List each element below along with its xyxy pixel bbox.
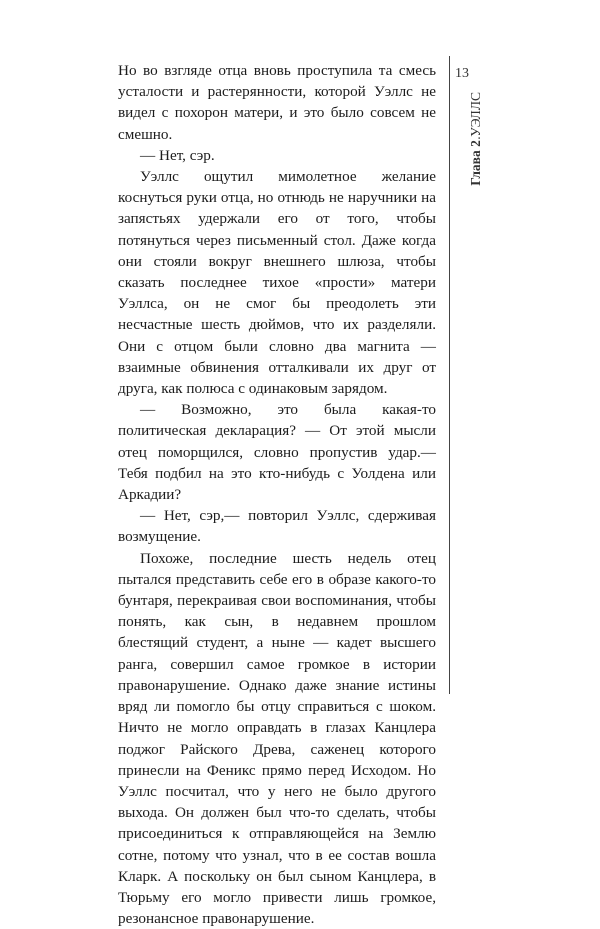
chapter-name: УЭЛЛС xyxy=(468,92,483,137)
margin-rule xyxy=(449,56,450,694)
page-number: 13 xyxy=(455,66,469,81)
running-head xyxy=(468,92,484,186)
paragraph: — Нет, сэр. xyxy=(140,146,215,164)
paragraph: — Возможно, это была какая-то политическая декларация? — От этой мысли отец поморщился, словно пропустив удар.— Тебя подбил на это кто-нибудь с Уолдена или Аркадии? xyxy=(118,401,436,504)
paragraph: Уэллс ощутил мимолетное желание коснуться руки отца, но отнюдь не наручники на запястьях удержали его от того, чтобы потянуться через письменный стол. Даже когда они стояли вокруг внешнего шлюза, чтобы сказать последнее тихое «прости» матери Уэллса, он не смог бы преодолеть эти несчастные шесть дюймов, что их разделяли. Они с отцом были словно два магнита — взаимные обвинения отталкивали их друг от друга, как полюса с одинаковым зарядом. xyxy=(118,168,436,398)
chapter-label: Глава 2 xyxy=(468,140,483,186)
paragraph: Похоже, последние шесть недель отец пытался представить себе его в образе какого-то бунтаря, перекраивая свои воспоминания, чтобы понять, как сын, в недавнем прошлом блестящий студент, а ныне — кадет высшего ранга, совершил самое громкое в истории правонарушение. Однако даже знание истины вряд ли помогло бы отцу справиться с шоком. Ничто не могло оправдать в глазах Канцлера поджог Райского Древа, саженец которого принесли на Феникс прямо перед Исходом. Но Уэллс посчитал, что у него не было другого выхода. Он должен был что-то сделать, чтобы присоединиться к отправляющейся на Землю сотне, потому что узнал, что в ее состав вошла Кларк. А поскольку он был сыном Канцлера, в Тюрьму его могло привести лишь громкое, резонансное правонарушение. xyxy=(118,549,436,928)
body-text xyxy=(118,60,436,929)
paragraph: — Нет, сэр,— повторил Уэллс, сдерживая возмущение. xyxy=(118,507,436,546)
running-head-separator: . xyxy=(468,136,483,141)
paragraph: Но во взгляде отца вновь проступила та смесь усталости и растерянности, которой Уэллс не видел с похорон матери, и это было совсем не смешно. xyxy=(118,62,436,143)
